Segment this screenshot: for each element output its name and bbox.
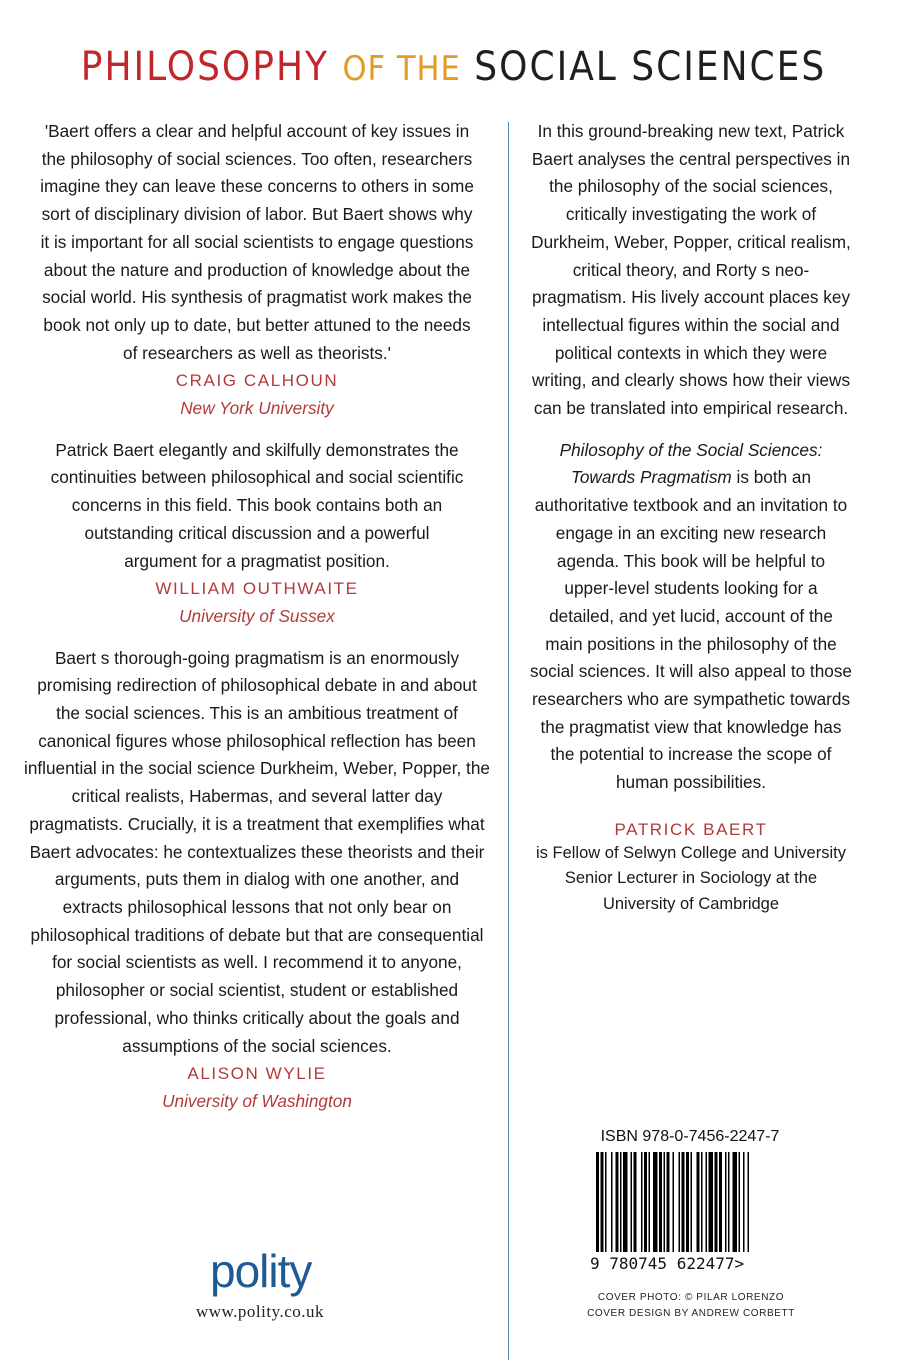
barcode-bar — [691, 1152, 693, 1252]
barcode — [596, 1152, 792, 1270]
barcode-bar — [659, 1152, 662, 1252]
endorser-name: ALISON WYLIE — [187, 1064, 327, 1084]
publisher-url: www.polity.co.uk — [195, 1302, 325, 1321]
cover-credits — [560, 1290, 822, 1322]
description-paragraph-1: In this ground-breaking new text, Patrick Baert analyses the central perspectives in the philosophy of the social sciences, critically investigating the work of Durkheim, Weber, Popper, critical realism, critical theory, and Rorty s neo-pragmatism. His lively account places key intellectual figures within the social and political contexts in which they were writing, and clearly shows how their views can be translated into empirical research. — [531, 121, 851, 419]
barcode-bar — [644, 1152, 647, 1252]
barcode-digits — [590, 1254, 800, 1273]
endorsement-quote: 'Baert offers a clear and helpful account of key issues in the philosophy of social sciences. Too often, researchers imagine they can leave these concerns to others in some sort of disciplinary division of labor. But Baert shows why it is important for all social scientists to engage questions about the nature and production of knowledge about the social world. His synthesis of pragmatist work makes the book not only up to date, but better attuned to the needs of researchers as well as theorists.' — [40, 121, 474, 363]
barcode-bar — [686, 1152, 689, 1252]
barcode-bar — [725, 1152, 727, 1252]
barcode-bar — [596, 1152, 599, 1252]
endorsements-column — [22, 118, 492, 1130]
barcode-bar — [679, 1152, 681, 1252]
barcode-bar — [653, 1152, 658, 1252]
barcode-bar — [605, 1152, 607, 1252]
barcode-bar — [631, 1152, 633, 1252]
cover-photo-credit: COVER PHOTO: © PILAR LORENZO — [597, 1292, 785, 1303]
barcode-end-mark: > — [734, 1254, 745, 1273]
isbn: ISBN 978-0-7456-2247-7 — [600, 1128, 780, 1145]
barcode-bar — [706, 1152, 708, 1252]
barcode-number: 9 780745 622477 — [590, 1254, 735, 1273]
title-part-of-the: OF THE — [342, 49, 461, 89]
barcode-bar — [667, 1152, 670, 1252]
barcode-bar — [664, 1152, 666, 1252]
endorser-institution: New York University — [180, 398, 334, 419]
barcode-bar — [682, 1152, 685, 1252]
barcode-bar — [649, 1152, 651, 1252]
barcode-bar — [620, 1152, 622, 1252]
barcode-bar — [634, 1152, 637, 1252]
author-name: PATRICK BAERT — [614, 819, 768, 839]
barcode-bar — [715, 1152, 718, 1252]
book-title — [0, 44, 907, 90]
endorser-name: WILLIAM OUTHWAITE — [155, 579, 359, 599]
description-column — [530, 118, 852, 917]
barcode-bar — [641, 1152, 643, 1252]
title-part-social-sciences: SOCIAL SCIENCES — [474, 44, 827, 90]
endorser-institution: University of Sussex — [179, 605, 335, 626]
endorser-institution: University of Washington — [162, 1090, 352, 1111]
barcode-bar — [709, 1152, 714, 1252]
barcode-bar — [673, 1152, 675, 1252]
barcode-bar — [616, 1152, 619, 1252]
barcode-bar — [611, 1152, 613, 1252]
endorsement-quote: Patrick Baert elegantly and skilfully demonstrates the continuities between philosophical and social scientific concerns in this field. This book contains both an outstanding critical discussion and a powerful argument for a pragmatist position. — [50, 439, 464, 571]
endorsement-quote: Baert s thorough-going pragmatism is an enormously promising redirection of philosophical debate in and about the social sciences. This is an ambitious treatment of canonical figures whose philosophical reflection has been influential in the social science Durkheim, Weber, Popper, the critical realists, Habermas, and several latter day pragmatists. Crucially, it is a treatment that exemplifies what Baert advocates: he contextualizes these theorists and their arguments, puts them in dialog with one another, and extracts philosophical lessons that not only bear on philosophical traditions of debate but that are consequential for social scientists as well. I recommend it to anyone, philosopher or social scientist, student or established professional, who thinks critically about the goals and assumptions of the social sciences. — [24, 647, 490, 1056]
cover-design-credit: COVER DESIGN BY ANDREW CORBETT — [587, 1308, 795, 1319]
barcode-bar — [743, 1152, 745, 1252]
barcode-bar — [623, 1152, 628, 1252]
polity-logo: polity — [210, 1245, 312, 1297]
barcode-bar — [719, 1152, 722, 1252]
endorsement — [22, 437, 492, 631]
author-block — [530, 819, 852, 918]
barcode-bar — [697, 1152, 700, 1252]
barcode-bar — [739, 1152, 741, 1252]
barcode-bar — [733, 1152, 738, 1252]
barcode-bar — [701, 1152, 703, 1252]
endorser-name: CRAIG CALHOUN — [175, 371, 339, 391]
barcode-bar — [728, 1152, 730, 1252]
column-divider — [508, 122, 509, 1360]
endorsement — [22, 118, 492, 423]
description-paragraph-2-text: is both an authoritative textbook and an invitation to engage in an exciting new research agenda. This book will be helpful to upper-level students looking for a detailed, and yet lucid, account of the main positions in the philosophy of the social sciences. It will also appeal to those researchers who are sympathetic towards the pragmatist view that knowledge has the potential to increase the scope of human possibilities. — [530, 467, 852, 793]
endorsement — [22, 645, 492, 1116]
barcode-bar — [601, 1152, 604, 1252]
title-part-philosophy: PHILOSOPHY — [80, 44, 329, 90]
book-title-italic: Philosophy of the Social Sciences: Towards Pragmatism — [559, 439, 823, 488]
author-bio: is Fellow of Selwyn College and University Senior Lecturer in Sociology at the University of Cambridge — [536, 843, 846, 913]
description-paragraph-2 — [530, 437, 852, 797]
barcode-bar — [748, 1152, 750, 1252]
